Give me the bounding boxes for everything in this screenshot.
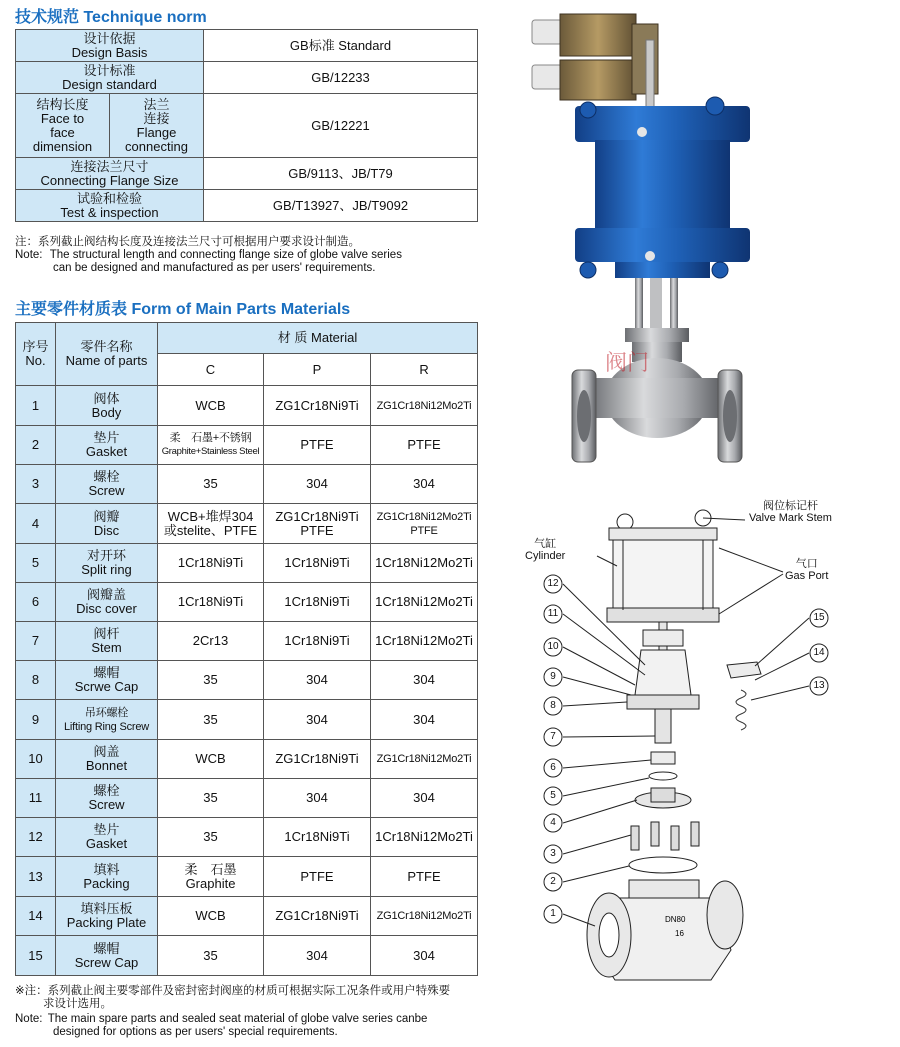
label-en: Cylinder	[525, 550, 566, 562]
row-material-r-line: 1Cr18Ni12Mo2Ti	[375, 633, 473, 648]
row-material-c-line: WCB	[195, 908, 226, 923]
materials-note	[15, 985, 495, 1039]
row-material-p-line: 304	[306, 947, 328, 963]
row-material-c	[158, 936, 264, 976]
row-material-c	[158, 622, 264, 661]
label-en: Design Basis	[71, 44, 148, 60]
row-part-name-line: 填料	[93, 861, 120, 877]
row-part-name-line: 螺帽	[93, 665, 120, 680]
row-material-r	[371, 818, 478, 857]
row-material-r	[371, 897, 478, 936]
row-part-name	[56, 504, 158, 544]
watermark: 阀门	[605, 351, 650, 376]
callout-number: 12	[547, 578, 559, 589]
label-en: Connecting Flange Size	[40, 172, 179, 188]
row-material-p-line: PTFE	[300, 522, 334, 538]
row-part-name-line: Screw	[88, 797, 125, 812]
row-part-name-line: Packing Plate	[66, 915, 147, 930]
row-material-r-line: 304	[413, 711, 435, 727]
row-material-c	[158, 661, 264, 700]
row-material-r	[371, 857, 478, 897]
row-no	[16, 544, 56, 583]
row-material-c-line: WCB+堆焊304	[167, 508, 254, 524]
header-material: 材 质 Material	[158, 323, 478, 354]
technique-title	[15, 4, 207, 27]
row-material-c-line: 柔 石墨+不锈钢	[169, 432, 252, 444]
row-material-p	[264, 622, 371, 661]
callout-number: 14	[813, 647, 825, 658]
row-material-p	[264, 700, 371, 740]
row-material-p	[264, 936, 371, 976]
row-material-p	[264, 661, 371, 700]
row-no	[16, 583, 56, 622]
body-mark: DN80	[665, 915, 686, 924]
row-no	[16, 897, 56, 936]
note-prefix: Note:	[15, 1013, 43, 1025]
label-cn: 设计依据	[83, 30, 136, 46]
header-no-cn: 序号	[22, 339, 49, 354]
technique-table	[15, 29, 478, 222]
header-p: P	[264, 354, 371, 386]
row-material-r	[371, 583, 478, 622]
table-row	[16, 857, 478, 897]
callout-number: 10	[547, 641, 559, 652]
row-material-c-line: 柔 石墨	[184, 861, 237, 877]
gas-port-label	[785, 558, 828, 582]
table-row	[16, 740, 478, 779]
label-en: face	[50, 124, 75, 140]
row-material-c-line: WCB	[195, 751, 226, 766]
technique-row	[16, 30, 478, 62]
row-material-r	[371, 386, 478, 426]
technique-label-flange	[110, 94, 204, 158]
row-material-c	[158, 700, 264, 740]
row-part-name	[56, 426, 158, 465]
row-material-c	[158, 583, 264, 622]
body-mark-2: 16	[675, 929, 684, 938]
row-material-c	[158, 426, 264, 465]
row-no-line: 12	[28, 829, 43, 844]
table-row	[16, 936, 478, 976]
row-material-r-line: 304	[413, 476, 435, 491]
row-material-c-line: Graphite	[185, 875, 236, 891]
row-part-name	[56, 857, 158, 897]
label-cn: 气缸	[534, 538, 557, 550]
row-no	[16, 779, 56, 818]
row-no-line: 11	[28, 790, 43, 805]
row-material-p	[264, 465, 371, 504]
row-material-c	[158, 779, 264, 818]
row-material-c-line: 1Cr18Ni9Ti	[177, 555, 244, 570]
row-no-line: 3	[31, 476, 40, 491]
row-material-c	[158, 386, 264, 426]
row-material-c-line: 1Cr18Ni9Ti	[177, 594, 244, 609]
row-part-name-line: Body	[91, 404, 122, 420]
label-en: Design standard	[62, 76, 157, 92]
row-part-name	[56, 897, 158, 936]
table-row	[16, 700, 478, 740]
label-en: Flange	[136, 124, 177, 140]
row-part-name-line: 阀盖	[93, 744, 120, 759]
row-part-name-line: 垫片	[93, 822, 120, 837]
cylinder-label	[525, 538, 565, 562]
row-part-name-line: Scrwe Cap	[74, 679, 139, 694]
row-material-p-line: PTFE	[300, 437, 334, 452]
row-material-p	[264, 426, 371, 465]
label-en: Gas Port	[785, 570, 829, 582]
row-part-name-line: 填料压板	[80, 901, 133, 916]
label-en: Valve Mark Stem	[749, 512, 832, 524]
row-part-name-line: 阀杆	[93, 626, 120, 641]
row-part-name-line: Packing	[83, 875, 130, 891]
row-part-name	[56, 818, 158, 857]
row-material-p	[264, 857, 371, 897]
row-material-r-line: 304	[413, 790, 435, 805]
row-part-name-line: Stem	[91, 640, 122, 655]
exploded-diagram-drawing	[505, 490, 900, 1040]
header-no	[16, 323, 56, 386]
technique-row	[16, 94, 478, 158]
row-material-r-line: 1Cr18Ni12Mo2Ti	[375, 594, 473, 609]
row-part-name	[56, 779, 158, 818]
label-cn: 气口	[795, 558, 818, 570]
row-material-r-line: PTFE	[410, 524, 438, 537]
callout-number: 15	[813, 612, 825, 623]
row-material-p	[264, 386, 371, 426]
row-no-line: 8	[31, 672, 40, 687]
header-r: R	[371, 354, 478, 386]
row-material-c-line: Graphite+Stainless Steel	[161, 446, 260, 457]
row-part-name-line: 垫片	[93, 430, 120, 445]
technique-label	[16, 190, 204, 222]
row-material-r	[371, 465, 478, 504]
row-material-p	[264, 740, 371, 779]
row-part-name-line: Screw Cap	[74, 954, 139, 970]
materials-header-row	[16, 323, 478, 354]
row-material-c	[158, 897, 264, 936]
label-cn: 阀位标记杆	[762, 500, 818, 512]
header-c: C	[158, 354, 264, 386]
row-material-r-line: ZG1Cr18Ni12Mo2Ti	[376, 910, 472, 922]
row-material-p-line: 304	[306, 672, 328, 687]
row-material-r-line: 1Cr18Ni12Mo2Ti	[375, 555, 473, 570]
row-material-c-line: 2Cr13	[192, 633, 229, 648]
row-material-p-line: ZG1Cr18Ni9Ti	[275, 751, 359, 766]
row-part-name-line: Disc	[93, 522, 120, 538]
row-part-name	[56, 700, 158, 740]
label-cn: 结构长度	[36, 96, 89, 112]
row-no-line: 7	[31, 633, 40, 648]
row-no	[16, 936, 56, 976]
row-part-name-line: Screw	[88, 483, 125, 498]
row-no-line: 9	[31, 711, 40, 727]
callout-number: 9	[550, 671, 556, 682]
row-part-name-line: 螺帽	[93, 940, 120, 956]
row-material-c-line: 35	[203, 947, 218, 963]
technique-value: GB标准 Standard	[204, 30, 478, 62]
row-part-name-line: 螺栓	[93, 469, 120, 484]
row-material-p-line: 304	[306, 790, 328, 805]
table-row	[16, 544, 478, 583]
row-no-line: 5	[31, 555, 40, 570]
label-en: Test & inspection	[60, 204, 159, 220]
note-en: The main spare parts and sealed seat material of globe valve series canbe	[47, 1013, 428, 1025]
row-material-r-line: PTFE	[407, 868, 441, 884]
row-part-name-line: 对开环	[86, 548, 126, 563]
table-row	[16, 622, 478, 661]
row-no-line: 2	[31, 437, 40, 452]
table-row	[16, 426, 478, 465]
technique-title-en: Technique norm	[83, 9, 207, 26]
row-part-name-line: Disc cover	[76, 601, 137, 616]
note-en: can be designed and manufactured as per users' requirements.	[53, 262, 376, 274]
table-row	[16, 465, 478, 504]
row-material-r-line: 1Cr18Ni12Mo2Ti	[375, 829, 473, 844]
row-material-p-line: 1Cr18Ni9Ti	[284, 555, 350, 570]
header-name	[56, 323, 158, 386]
row-no-line: 15	[28, 947, 43, 963]
row-material-c	[158, 544, 264, 583]
technique-value: GB/T13927、JB/T9092	[204, 190, 478, 222]
valve-mark-stem-label	[749, 500, 832, 524]
exploded-diagram	[505, 490, 900, 1040]
row-material-c	[158, 818, 264, 857]
row-no	[16, 818, 56, 857]
row-material-p-line: ZG1Cr18Ni9Ti	[275, 397, 359, 413]
callout-number: 4	[550, 817, 556, 828]
row-part-name-line: 阀瓣盖	[86, 587, 126, 602]
table-row	[16, 583, 478, 622]
row-no-line: 6	[31, 594, 40, 609]
table-row	[16, 818, 478, 857]
label-cn: 法兰	[143, 96, 170, 112]
row-material-c	[158, 857, 264, 897]
row-part-name-line: 阀瓣	[93, 508, 120, 524]
technique-label	[16, 158, 204, 190]
technique-note	[15, 236, 402, 275]
row-material-c-line: 35	[203, 476, 218, 491]
row-no	[16, 465, 56, 504]
row-part-name	[56, 740, 158, 779]
row-material-r	[371, 622, 478, 661]
row-part-name-line: Gasket	[85, 444, 128, 459]
row-part-name-line: Lifting Ring Screw	[63, 720, 150, 733]
callout-number: 7	[550, 731, 556, 742]
row-material-p-line: 1Cr18Ni9Ti	[284, 829, 350, 844]
table-row	[16, 897, 478, 936]
row-no	[16, 426, 56, 465]
label-en: connecting	[125, 138, 188, 154]
materials-title-cn: 主要零件材质表	[15, 299, 128, 318]
callout-number: 13	[813, 680, 825, 691]
row-material-c-line: 35	[203, 711, 218, 727]
row-material-p	[264, 779, 371, 818]
row-material-p	[264, 544, 371, 583]
row-material-r	[371, 779, 478, 818]
row-part-name-line: Gasket	[85, 836, 128, 851]
row-part-name-line: Split ring	[81, 562, 132, 577]
row-material-p-line: ZG1Cr18Ni9Ti	[275, 508, 359, 524]
row-no	[16, 661, 56, 700]
callout-number: 2	[550, 876, 556, 887]
row-material-r	[371, 504, 478, 544]
row-part-name	[56, 936, 158, 976]
row-part-name	[56, 583, 158, 622]
callout-number: 5	[550, 790, 556, 801]
technique-row	[16, 158, 478, 190]
technique-title-cn: 技术规范	[15, 7, 80, 26]
callout-number: 11	[547, 608, 559, 619]
materials-title	[15, 296, 350, 319]
row-material-r-line: 304	[413, 672, 435, 687]
table-row	[16, 779, 478, 818]
row-no	[16, 386, 56, 426]
row-material-p	[264, 583, 371, 622]
technique-label-face	[16, 94, 110, 158]
technique-row	[16, 190, 478, 222]
row-material-p-line: PTFE	[300, 868, 334, 884]
materials-title-en: Form of Main Parts Materials	[131, 301, 351, 318]
row-no-line: 14	[28, 908, 43, 923]
note-prefix: Note:	[15, 249, 43, 261]
row-material-r	[371, 544, 478, 583]
row-no-line: 10	[28, 751, 43, 766]
note-cn: 求设计选用。	[43, 998, 112, 1010]
header-name-en: Name of parts	[65, 353, 148, 368]
row-no	[16, 622, 56, 661]
technique-label	[16, 62, 204, 94]
row-material-r-line: PTFE	[407, 437, 441, 452]
label-cn: 设计标准	[83, 62, 136, 78]
row-material-r	[371, 426, 478, 465]
row-material-r	[371, 740, 478, 779]
note-cn: 注：系列截止阀结构长度及连接法兰尺寸可根据用户要求设计制造。	[15, 236, 360, 248]
row-no	[16, 504, 56, 544]
row-no-line: 13	[28, 868, 43, 884]
materials-table	[15, 322, 478, 976]
row-part-name-line: 阀体	[93, 390, 120, 406]
callout-number: 3	[550, 848, 556, 859]
callout-number: 1	[550, 908, 556, 919]
label-cn: 连接法兰尺寸	[70, 158, 149, 174]
note-en: designed for options as per users' special requirements.	[53, 1026, 338, 1038]
row-material-p-line: 1Cr18Ni9Ti	[284, 594, 350, 609]
row-material-p	[264, 818, 371, 857]
header-name-cn: 零件名称	[80, 339, 133, 354]
row-material-p-line: 1Cr18Ni9Ti	[284, 633, 350, 648]
label-cn: 试验和检验	[76, 190, 142, 206]
row-material-c-line: WCB	[195, 397, 226, 413]
row-material-r-line: ZG1Cr18Ni12Mo2Ti	[376, 510, 472, 523]
row-material-c	[158, 740, 264, 779]
row-part-name-line: 吊环螺栓	[84, 706, 129, 719]
row-part-name	[56, 465, 158, 504]
table-row	[16, 386, 478, 426]
row-part-name	[56, 622, 158, 661]
row-material-p	[264, 897, 371, 936]
row-material-r	[371, 661, 478, 700]
label-cn: 连接	[143, 110, 170, 126]
row-material-r-line: 304	[413, 947, 435, 963]
row-material-c	[158, 504, 264, 544]
table-row	[16, 661, 478, 700]
note-en: The structural length and connecting flange size of globe valve series	[49, 249, 402, 261]
row-material-c	[158, 465, 264, 504]
row-material-p-line: 304	[306, 711, 328, 727]
header-no-en: No.	[25, 353, 46, 368]
row-no	[16, 740, 56, 779]
row-no	[16, 857, 56, 897]
row-material-r	[371, 700, 478, 740]
row-material-p-line: 304	[306, 476, 328, 491]
row-material-r-line: ZG1Cr18Ni12Mo2Ti	[376, 399, 472, 412]
row-part-name	[56, 386, 158, 426]
technique-label	[16, 30, 204, 62]
row-material-p	[264, 504, 371, 544]
row-material-c-line: 或stelite、PTFE	[163, 522, 258, 538]
row-no-line: 1	[31, 397, 40, 413]
row-material-c-line: 35	[203, 790, 218, 805]
row-part-name-line: 螺栓	[93, 783, 120, 798]
note-cn: ※注：系列截止阀主要零部件及密封密封阀座的材质可根据实际工况条件或用户特殊要	[15, 985, 451, 997]
callout-number: 8	[550, 700, 556, 711]
technique-value: GB/12221	[204, 94, 478, 158]
table-row	[16, 504, 478, 544]
row-material-c-line: 35	[203, 672, 218, 687]
row-material-r	[371, 936, 478, 976]
row-material-c-line: 35	[203, 829, 218, 844]
row-part-name	[56, 544, 158, 583]
row-material-r-line: ZG1Cr18Ni12Mo2Ti	[376, 753, 472, 765]
row-no-line: 4	[31, 515, 40, 531]
row-no	[16, 700, 56, 740]
technique-row	[16, 62, 478, 94]
technique-value: GB/9113、JB/T79	[204, 158, 478, 190]
row-part-name	[56, 661, 158, 700]
callout-number: 6	[550, 762, 556, 773]
label-en: dimension	[32, 138, 93, 154]
technique-value: GB/12233	[204, 62, 478, 94]
label-en: Face to	[40, 110, 85, 126]
valve-photo-illustration	[520, 10, 900, 480]
row-material-p-line: ZG1Cr18Ni9Ti	[275, 908, 359, 923]
row-part-name-line: Bonnet	[85, 758, 128, 773]
valve-photo	[520, 10, 900, 480]
